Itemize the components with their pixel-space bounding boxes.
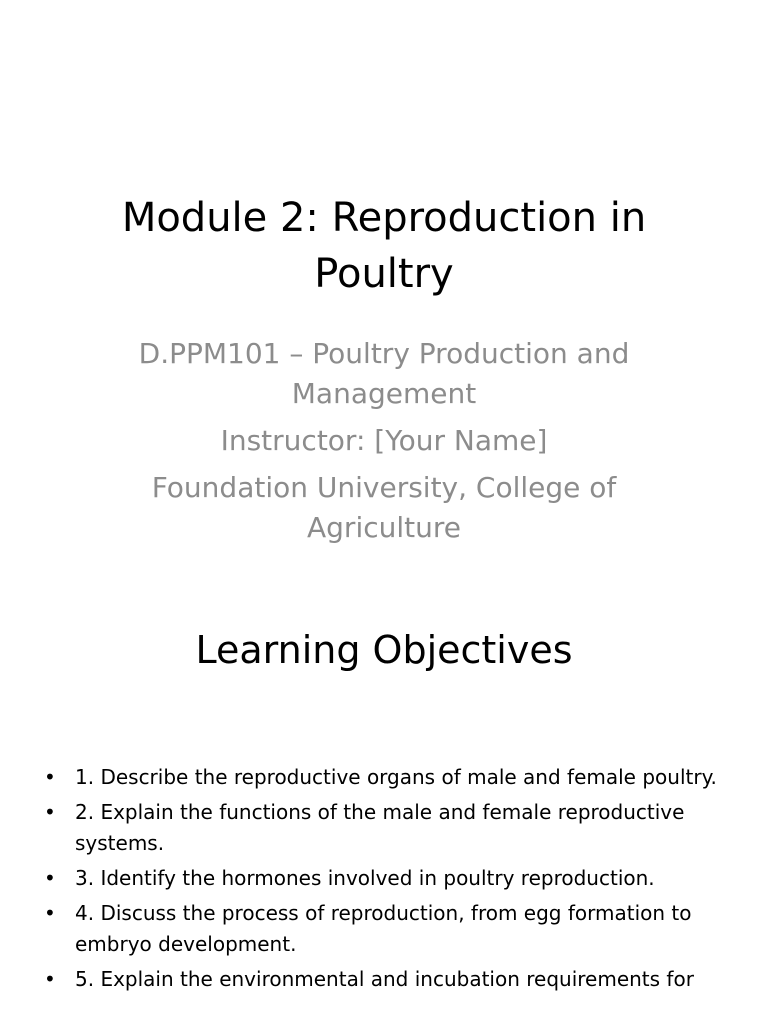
objective-text: 3. Identify the hormones involved in poultry reproduction.	[75, 866, 655, 890]
objective-text: 5. Explain the environmental and incubation requirements for	[75, 967, 694, 991]
list-item	[44, 863, 734, 894]
instructor-line: Instructor: [Your Name]	[220, 424, 548, 457]
slide-title: Module 2: Reproduction in Poultry	[121, 195, 647, 297]
list-item	[44, 964, 734, 995]
bullet-icon: •	[44, 967, 56, 991]
objective-text: 4. Discuss the process of reproduction, from egg formation to embryo development.	[75, 901, 692, 956]
course-line: D.PPM101 – Poultry Production and Management	[138, 337, 630, 410]
objectives-heading: Learning Objectives	[195, 628, 573, 672]
list-item	[44, 898, 734, 960]
bullet-icon: •	[44, 800, 56, 824]
bullet-icon: •	[44, 866, 56, 890]
objective-text: 2. Explain the functions of the male and female reproductive systems.	[75, 800, 685, 855]
bullet-icon: •	[44, 765, 56, 789]
list-item	[44, 762, 734, 793]
list-item	[44, 797, 734, 859]
institution-line: Foundation University, College of Agriculture	[151, 471, 617, 544]
bullet-icon: •	[44, 901, 56, 925]
slide-subtitle	[104, 334, 664, 555]
objectives-list	[44, 762, 734, 999]
objective-text: 1. Describe the reproductive organs of male and female poultry.	[75, 765, 717, 789]
